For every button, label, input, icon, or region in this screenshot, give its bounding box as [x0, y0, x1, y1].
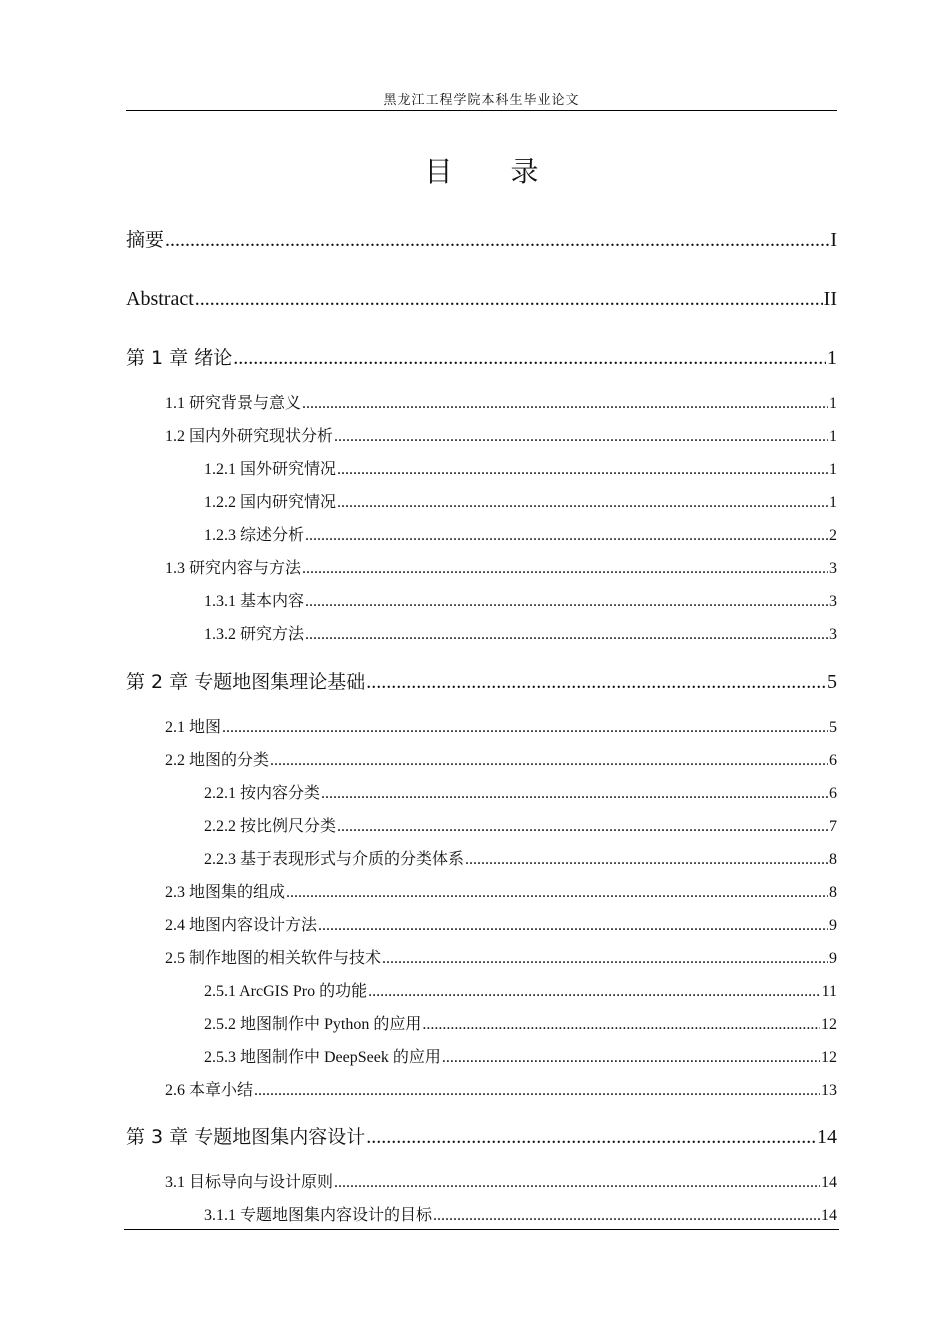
toc-entry-chapter-3[interactable] — [126, 1123, 837, 1151]
toc-page: 13 — [821, 1082, 837, 1099]
toc-label: 1.2.1 国外研究情况 — [204, 461, 337, 478]
toc-entry[interactable] — [165, 915, 837, 937]
toc-leader — [318, 915, 828, 937]
toc-leader — [366, 668, 826, 696]
toc-entry[interactable] — [204, 624, 837, 646]
toc-entry[interactable] — [204, 1047, 837, 1069]
toc-entry[interactable] — [204, 459, 837, 481]
toc-label: 2.6 本章小结 — [165, 1082, 254, 1099]
toc-leader — [334, 1172, 820, 1194]
toc-entry[interactable] — [204, 1014, 837, 1036]
toc-leader — [305, 624, 828, 646]
toc-page: 1 — [829, 494, 837, 511]
page-title — [126, 152, 837, 192]
toc-page: 1 — [829, 461, 837, 478]
toc-page: 5 — [829, 719, 837, 736]
toc-leader — [222, 717, 828, 739]
toc-label: 第 2 章 专题地图集理论基础 — [126, 671, 366, 693]
toc-label: 第 1 章 绪论 — [126, 347, 233, 369]
toc-entry[interactable] — [165, 750, 837, 772]
toc-page: 3 — [829, 626, 837, 643]
toc-page: 9 — [829, 950, 837, 967]
toc-entry[interactable] — [165, 393, 837, 415]
toc-leader — [465, 849, 828, 871]
toc-leader — [337, 459, 828, 481]
toc-label: 2.5 制作地图的相关软件与技术 — [165, 950, 382, 967]
toc-label: 2.5.1 ArcGIS Pro 的功能 — [204, 983, 368, 1000]
title-char-1: 目 — [424, 155, 453, 188]
toc-label: 2.2 地图的分类 — [165, 752, 270, 769]
toc-leader — [366, 1123, 816, 1151]
toc-entry[interactable] — [165, 426, 837, 448]
toc-label: 2.2.2 按比例尺分类 — [204, 818, 337, 835]
toc-label: 3.1.1 专题地图集内容设计的目标 — [204, 1207, 433, 1224]
toc-entry[interactable] — [204, 492, 837, 514]
toc-label: 1.1 研究背景与意义 — [165, 395, 302, 412]
toc-page: 8 — [829, 884, 837, 901]
toc-leader — [302, 558, 828, 580]
toc-label: 摘要 — [126, 229, 165, 251]
toc-leader — [233, 344, 826, 372]
toc-label: 1.2.3 综述分析 — [204, 527, 305, 544]
toc-page: 12 — [821, 1049, 837, 1066]
toc-entry[interactable] — [165, 882, 837, 904]
toc-label: 2.2.1 按内容分类 — [204, 785, 321, 802]
toc-entry[interactable] — [204, 783, 837, 805]
toc-leader — [368, 981, 820, 1003]
toc-entry[interactable] — [165, 1080, 837, 1102]
toc-label: 2.2.3 基于表现形式与介质的分类体系 — [204, 851, 465, 868]
toc-entry[interactable] — [204, 981, 837, 1003]
toc-page: 8 — [829, 851, 837, 868]
toc-entry[interactable] — [204, 591, 837, 613]
toc-page: 11 — [821, 983, 837, 1000]
toc-entry[interactable] — [165, 717, 837, 739]
toc-label: 2.3 地图集的组成 — [165, 884, 286, 901]
toc-page: 5 — [827, 671, 837, 693]
toc-entry[interactable] — [165, 948, 837, 970]
toc-label: 2.4 地图内容设计方法 — [165, 917, 318, 934]
toc-label: 2.5.3 地图制作中 DeepSeek 的应用 — [204, 1049, 441, 1066]
toc-entry[interactable] — [204, 816, 837, 838]
toc-entry[interactable] — [165, 558, 837, 580]
toc-page: 3 — [829, 593, 837, 610]
toc-page: 14 — [821, 1207, 837, 1224]
toc-leader — [254, 1080, 820, 1102]
toc-entry-chapter-2[interactable] — [126, 668, 837, 696]
toc-entry-abstract-en[interactable] — [126, 285, 837, 313]
toc-page: 1 — [829, 395, 837, 412]
toc-label: 1.3 研究内容与方法 — [165, 560, 302, 577]
toc-label: 1.3.2 研究方法 — [204, 626, 305, 643]
toc-entry[interactable] — [204, 1205, 837, 1227]
toc-page: II — [823, 288, 837, 310]
toc-entry[interactable] — [204, 849, 837, 871]
toc-page: 3 — [829, 560, 837, 577]
toc-entry[interactable] — [165, 1172, 837, 1194]
toc-page: 6 — [829, 752, 837, 769]
header-rule — [126, 110, 837, 111]
toc-label: 2.1 地图 — [165, 719, 222, 736]
toc-leader — [165, 226, 829, 254]
toc-leader — [442, 1047, 820, 1069]
toc-leader — [337, 492, 828, 514]
toc-leader — [270, 750, 828, 772]
toc-label: 3.1 目标导向与设计原则 — [165, 1174, 334, 1191]
toc-page: 1 — [829, 428, 837, 445]
toc-page: 7 — [829, 818, 837, 835]
toc-page: 1 — [827, 347, 837, 369]
toc-leader — [422, 1014, 820, 1036]
toc-leader — [433, 1205, 820, 1227]
toc-leader — [321, 783, 828, 805]
toc-leader — [337, 816, 828, 838]
toc-leader — [195, 285, 823, 313]
toc-page: 6 — [829, 785, 837, 802]
toc-leader — [302, 393, 828, 415]
toc-leader — [286, 882, 828, 904]
toc-label: Abstract — [126, 288, 194, 310]
title-char-2: 录 — [510, 155, 539, 188]
toc-entry-chapter-1[interactable] — [126, 344, 837, 372]
toc-label: 第 3 章 专题地图集内容设计 — [126, 1126, 366, 1148]
toc-leader — [305, 591, 828, 613]
toc-entry[interactable] — [204, 525, 837, 547]
toc-leader — [334, 426, 828, 448]
toc-label: 1.2.2 国内研究情况 — [204, 494, 337, 511]
toc-page: 2 — [829, 527, 837, 544]
toc-entry-abstract-cn[interactable] — [126, 226, 837, 254]
running-header: 黑龙江工程学院本科生毕业论文 — [383, 93, 580, 108]
footer-rule — [124, 1229, 839, 1230]
toc-label: 1.2 国内外研究现状分析 — [165, 428, 334, 445]
toc-leader — [382, 948, 828, 970]
toc-page: I — [830, 229, 837, 251]
toc-leader — [305, 525, 828, 547]
toc-label: 1.3.1 基本内容 — [204, 593, 305, 610]
toc-page: 14 — [821, 1174, 837, 1191]
toc-page: 14 — [817, 1126, 837, 1148]
toc-page: 12 — [821, 1016, 837, 1033]
toc-page: 9 — [829, 917, 837, 934]
toc-label: 2.5.2 地图制作中 Python 的应用 — [204, 1016, 422, 1033]
